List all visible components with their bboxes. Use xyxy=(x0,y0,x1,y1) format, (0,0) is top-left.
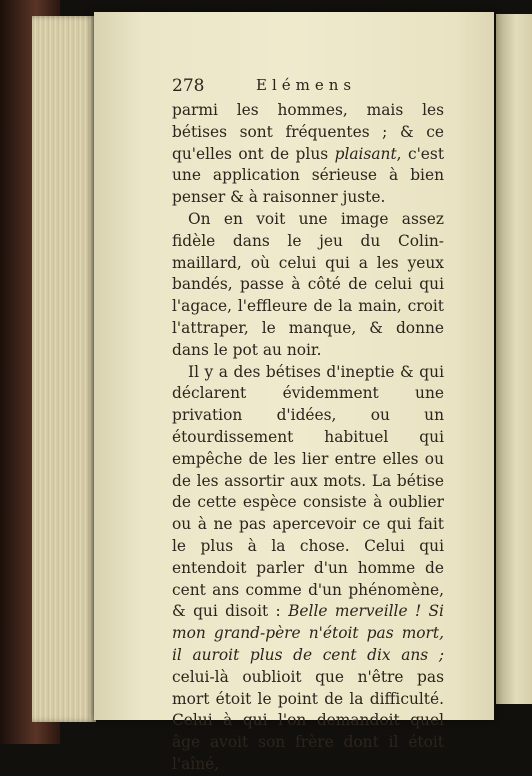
running-title: Elémens xyxy=(256,76,357,94)
text-span: , c'est une application sérieuse à bien penser & à raisonner juste. xyxy=(172,144,445,207)
text-line: fréquentes ; & ce qu'elles ont de plus xyxy=(172,122,444,163)
facing-page-edge xyxy=(496,14,532,704)
page-text xyxy=(172,100,444,776)
text-span: celui-là oublioit que n'être pas mort étoit le point de la difficulté. Celui à qui l'on demandoit quel âge avoit son frère dont il étoit l'aîné, xyxy=(172,667,444,773)
paragraph xyxy=(172,100,444,209)
page-number: 278 xyxy=(172,76,205,96)
text-line: parmi les hommes, mais les bétises sont xyxy=(172,101,444,141)
text-span: Il y a des bétises d'ineptie & qui déclarent évidemment une privation d'idées, ou un étourdissement habituel qui empêche de les lier entre elles ou de les assortir aux mots. La bétise de cette espèce consiste à oublier ou à ne pas apercevoir ce qui fait le plus à la chose. Celui qui entendoit parler d'un homme de cent ans comme d'un phénomène, & qui disoit : xyxy=(172,362,444,621)
paragraph xyxy=(172,362,444,776)
italic-word: plaisant xyxy=(334,144,397,163)
italic-quote: Belle merveille ! Si mon grand-père n'étoit pas mort, il auroit plus de cent dix ans ; xyxy=(172,602,444,664)
paragraph xyxy=(172,209,444,362)
page-edges xyxy=(32,16,96,722)
page-header xyxy=(172,76,442,98)
text-span: On en voit une image assez fidèle dans le jeu du Colin-maillard, où celui qui a les yeux bandés, passe à côté de celui qui l'agace, l'effleure de la main, croit l'attraper, le manque, & donne dans le pot au noir. xyxy=(172,209,444,359)
